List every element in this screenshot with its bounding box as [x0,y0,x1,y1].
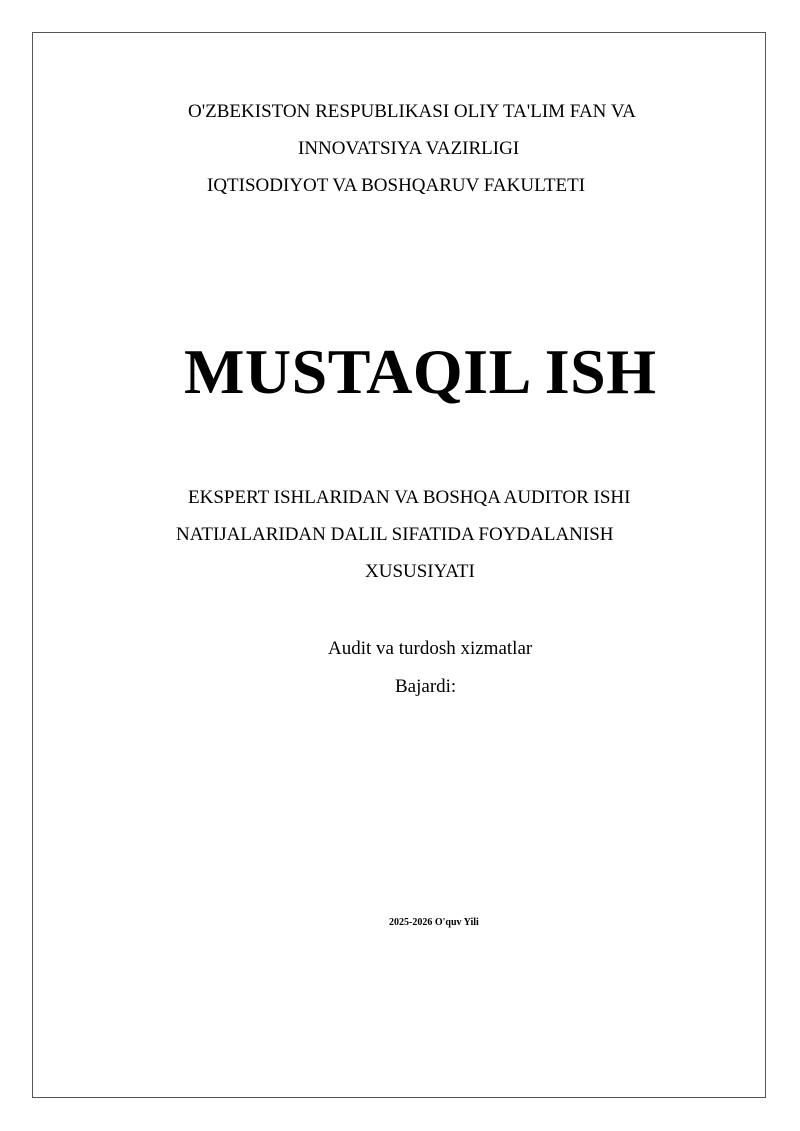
ministry-line-1: O'ZBEKISTON RESPUBLIKASI OLIY TA'LIM FAN VA [188,101,636,122]
academic-year: 2025-2026 O'quv Yili [389,917,479,928]
topic-line-1: EKSPERT ISHLARIDAN VA BOSHQA AUDITOR ISHI [188,487,631,508]
subject-name: Audit va turdosh xizmatlar [328,638,533,659]
faculty-name: IQTISODIYOT VA BOSHQARUV FAKULTETI [207,175,586,196]
topic-line-2: NATIJALARIDAN DALIL SIFATIDA FOYDALANISH [176,524,614,545]
document-title: MUSTAQIL ISH [184,336,657,407]
topic-line-3: XUSUSIYATI [365,561,475,582]
performer-label: Bajardi: [395,676,457,697]
ministry-line-2: INNOVATSIYA VAZIRLIGI [298,138,520,159]
